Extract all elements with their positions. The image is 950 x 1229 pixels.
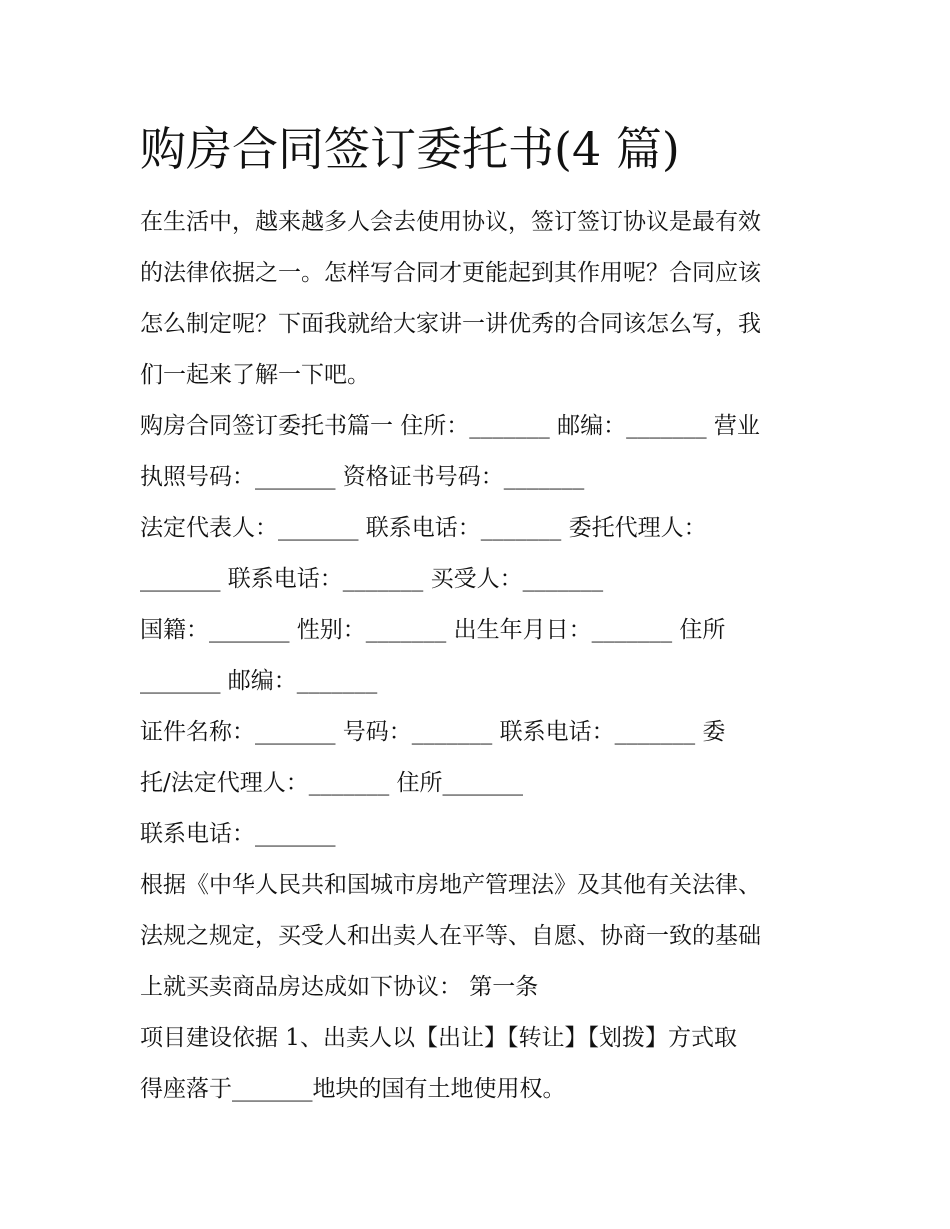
body-line-5: 购房合同签订委托书篇一 住所：_______ 邮编：_______ 营业	[140, 413, 760, 439]
body-line-17: 项目建设依据 1、出卖人以【出让】【转让】【划拨】方式取	[140, 1025, 737, 1051]
body-line-8: _______ 联系电话：_______ 买受人：_______	[140, 566, 604, 592]
body-line-14: 根据《中华人民共和国城市房地产管理法》及其他有关法律、	[140, 872, 761, 898]
body-line-3: 怎么制定呢？下面我就给大家讲一讲优秀的合同该怎么写，我	[140, 311, 761, 337]
body-line-10: _______ 邮编：_______	[140, 668, 378, 694]
body-line-7: 法定代表人：_______ 联系电话：_______ 委托代理人：	[140, 515, 707, 541]
body-line-11: 证件名称：_______ 号码：_______ 联系电话：_______ 委	[140, 719, 726, 745]
body-line-16: 上就买卖商品房达成如下协议： 第一条	[140, 974, 539, 1000]
body-line-4: 们一起来了解一下吧。	[140, 362, 370, 388]
body-line-15: 法规之规定，买受人和出卖人在平等、自愿、协商一致的基础	[140, 923, 761, 949]
body-line-2: 的法律依据之一。怎样写合同才更能起到其作用呢？合同应该	[140, 260, 761, 286]
body-line-1: 在生活中，越来越多人会去使用协议，签订签订协议是最有效	[140, 209, 761, 235]
body-line-9: 国籍：_______ 性别：_______ 出生年月日：_______ 住所	[140, 617, 726, 643]
body-line-12: 托/法定代理人：_______ 住所_______	[140, 770, 524, 796]
document-title: 购房合同签订委托书(4 篇)	[140, 122, 680, 176]
body-line-13: 联系电话：_______	[140, 821, 336, 847]
body-line-18: 得座落于_______地块的国有土地使用权。	[140, 1076, 566, 1102]
body-line-6: 执照号码：_______ 资格证书号码：_______	[140, 464, 585, 490]
